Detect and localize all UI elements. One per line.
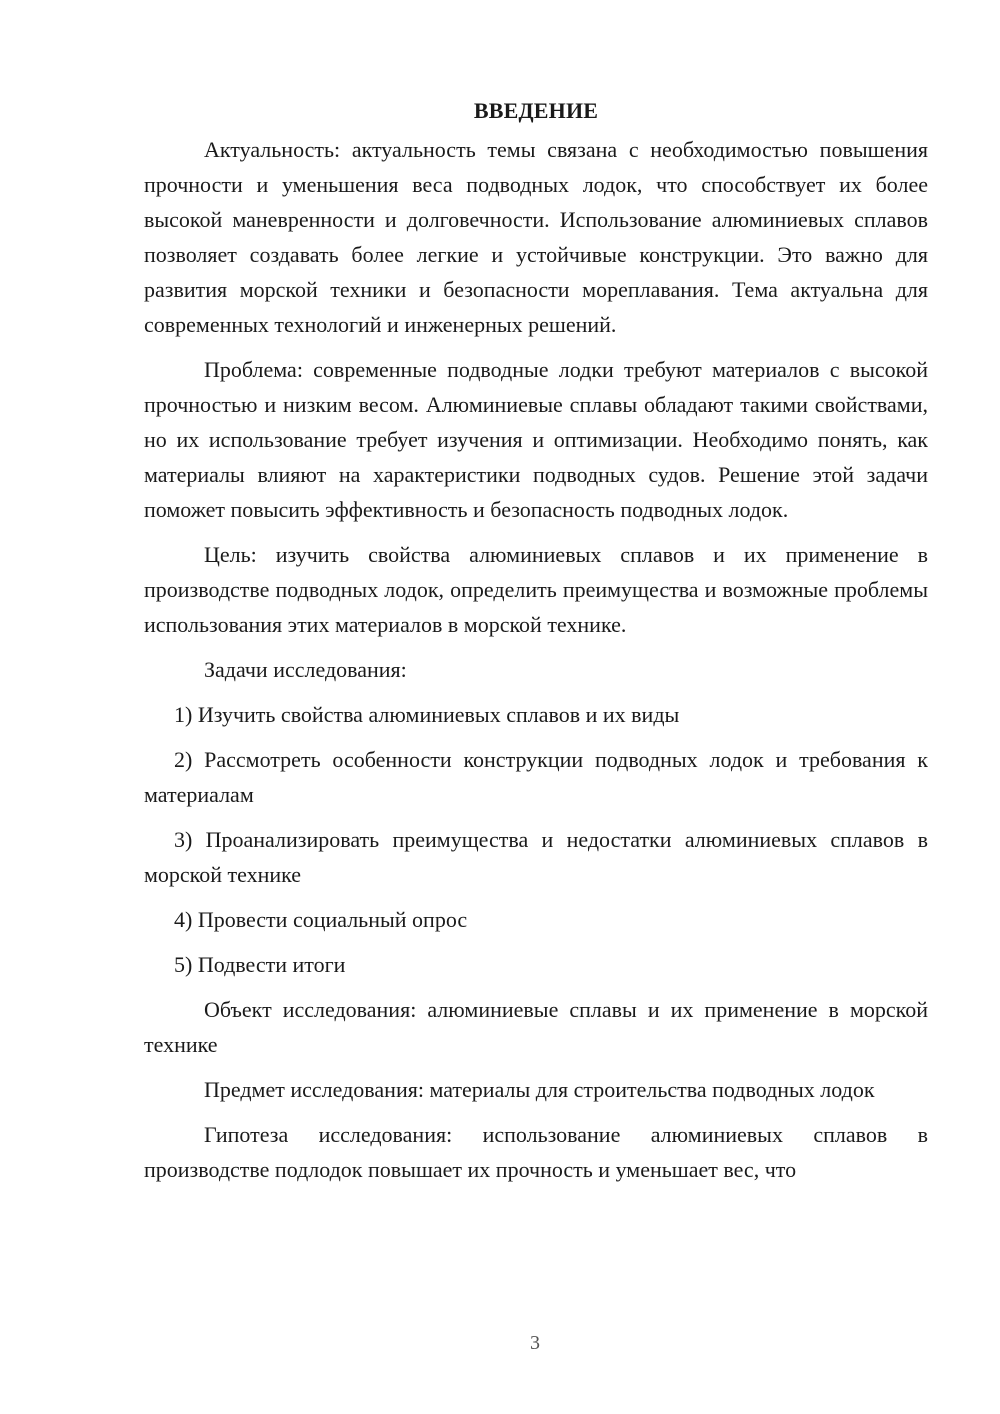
tasks-heading: Задачи исследования: — [204, 657, 407, 682]
paragraph-subject: Предмет исследования: материалы для строительства подводных лодок — [204, 1077, 875, 1102]
paragraph-object: Объект исследования: алюминиевые сплавы и их применение в морской технике — [144, 997, 928, 1057]
task-item-1: 1) Изучить свойства алюминиевых сплавов и их виды — [174, 702, 680, 727]
document-page — [144, 96, 928, 1197]
task-item-2: 2) Рассмотреть особенности конструкции подводных лодок и требования к материалам — [144, 747, 928, 807]
section-title: ВВЕДЕНИЕ — [473, 98, 599, 123]
paragraph-hypothesis: Гипотеза исследования: использование алюминиевых сплавов в производстве подлодок повышает их прочность и уменьшает вес, что — [144, 1122, 928, 1182]
paragraph-problem: Проблема: современные подводные лодки требуют материалов с высокой прочностью и низким весом. Алюминиевые сплавы обладают такими свойствами, но их использование требует изучения и оптимизации. Необходимо понять, как материалы влияют на характеристики подводных судов. Решение этой задачи поможет повысить эффективность и безопасность подводных лодок. — [144, 357, 928, 522]
task-item-3: 3) Проанализировать преимущества и недостатки алюминиевых сплавов в морской технике — [144, 827, 928, 887]
task-item-5: 5) Подвести итоги — [174, 952, 346, 977]
page-number: 3 — [530, 1332, 540, 1354]
paragraph-relevance: Актуальность: актуальность темы связана с необходимостью повышения прочности и уменьшения веса подводных лодок, что способствует их более высокой маневренности и долговечности. Использование алюминиевых сплавов позволяет создавать более легкие и устойчивые конструкции. Это важно для развития морской техники и безопасности мореплавания. Тема актуальна для современных технологий и инженерных решений. — [144, 137, 928, 337]
task-item-4: 4) Провести социальный опрос — [174, 907, 468, 932]
paragraph-goal: Цель: изучить свойства алюминиевых сплавов и их применение в производстве подводных лодок, определить преимущества и возможные проблемы использования этих материалов в морской технике. — [144, 542, 928, 637]
